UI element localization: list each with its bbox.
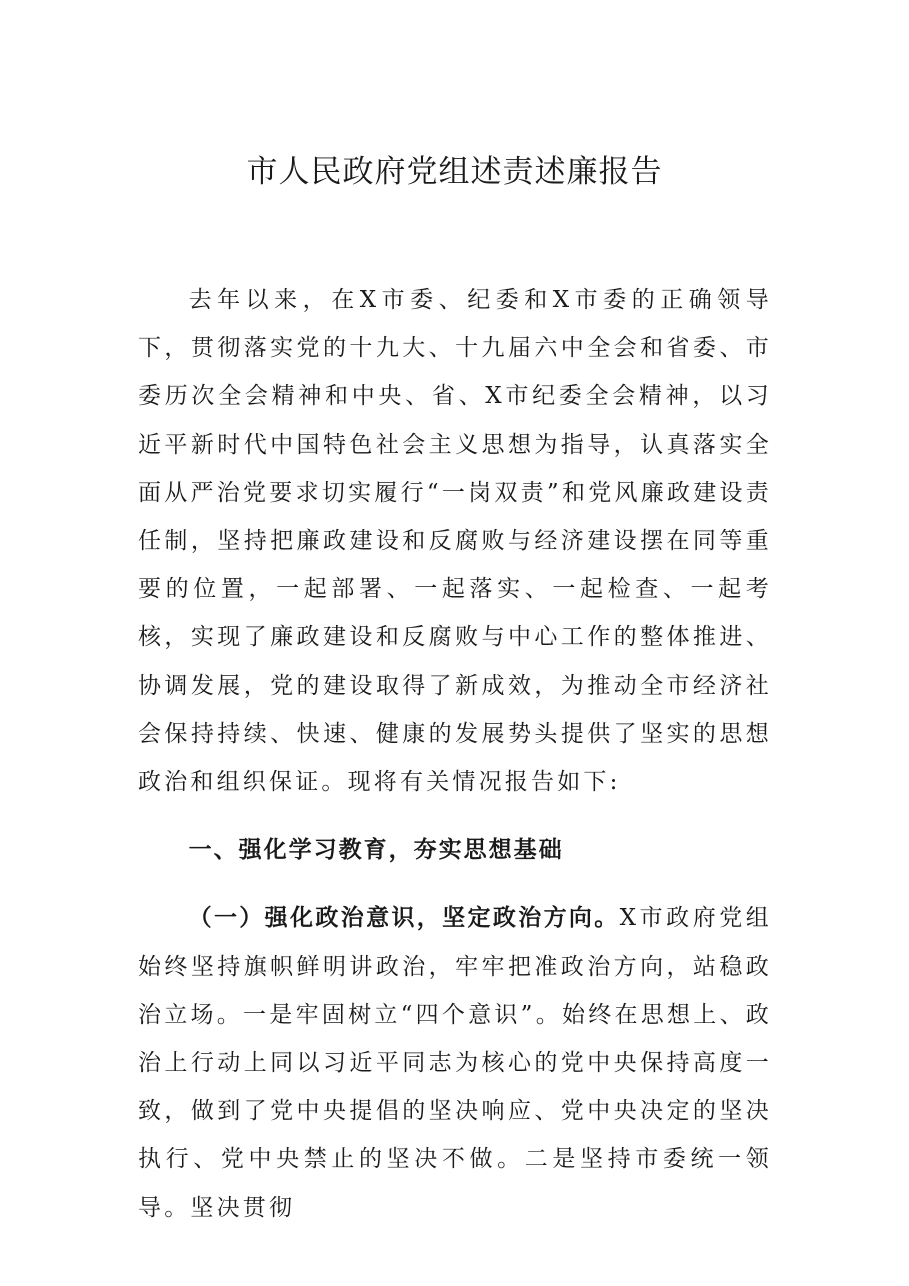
section-heading-1: 一、强化学习教育，夯实思想基础 [188,836,564,864]
subsection-text: X市政府党组始终坚持旗帜鲜明讲政治，牢牢把准政治方向，站稳政治立场。一是牢固树立“四个意识”。始终在思想上、政治上行动上同以习近平同志为核心的党中央保持高度一致，做到了党中央提倡的坚决响应、党中央决定的坚决执行、党中央禁止的坚决不做。二是坚持市委统一领导。坚决贯彻 [138,905,773,1221]
document-title: 市人民政府党组述责述廉报告 [246,154,663,190]
subsection-paragraph-1 [138,894,772,1231]
intro-paragraph: 去年以来，在X市委、纪委和X市委的正确领导下，贯彻落实党的十九大、十九届六中全会和省委、市委历次全会精神和中央、省、X市纪委全会精神，以习近平新时代中国特色社会主义思想为指导，认真落实全面从严治党要求切实履行“一岗双责”和党风廉政建设责任制，坚持把廉政建设和反腐败与经济建设摆在同等重要的位置，一起部署、一起落实、一起检查、一起考核，实现了廉政建设和反腐败与中心工作的整体推进、协调发展，党的建设取得了新成效，为推动全市经济社会保持持续、快速、健康的发展势头提供了坚实的思想政治和组织保证。现将有关情况报告如下: [138,287,772,796]
subsection-lead: （一）强化政治意识，坚定政治方向。 [188,904,620,932]
document-body [138,276,772,1232]
